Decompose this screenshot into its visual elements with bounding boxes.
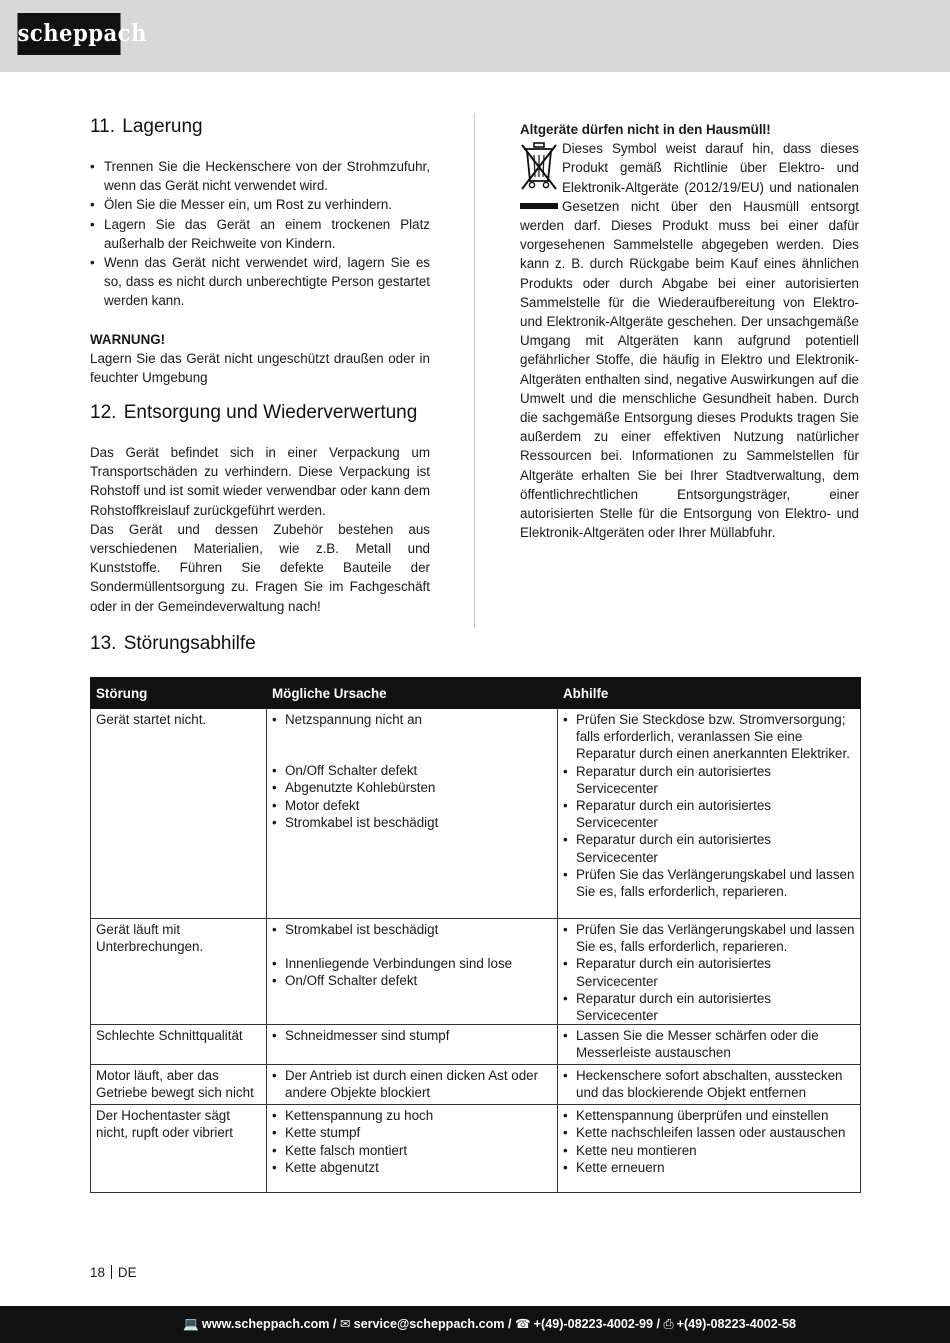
list-item: • Lagern Sie das Gerät an einem trockenen Platz außerhalb der Reichweite von Kindern. <box>90 215 430 253</box>
page-number <box>90 1264 137 1282</box>
table-row <box>91 919 861 1025</box>
header-bar <box>0 0 950 72</box>
list-item: • Prüfen Sie Steckdose bzw. Stromversorgung; falls erforderlich, veranlassen Sie eine Reparatur durch einen anerkannten Elektriker. <box>563 711 855 763</box>
list-item: • Prüfen Sie das Verlängerungskabel und lassen Sie es, falls erforderlich, reparieren. <box>563 921 855 955</box>
disposal-paragraph-1: Das Gerät befindet sich in einer Verpackung um Transportschäden zu verhindern. Diese Verpackung ist Rohstoff und ist somit wieder verwendbar oder kann dem Rohstoffkreislauf zurückgeführt werden. <box>90 445 430 518</box>
list-item: • Kette stumpf <box>272 1124 552 1141</box>
list-item: • Stromkabel ist beschädigt <box>272 921 552 938</box>
list-item: • Wenn das Gerät nicht verwendet wird, lagern Sie es so, dass es nicht durch unberechtigte Person gestartet werden kann. <box>90 253 430 311</box>
list-item: • Netzspannung nicht an <box>272 711 552 728</box>
cause-cell <box>267 1105 558 1193</box>
list-item: • Heckenschere sofort abschalten, ausstecken und das blockierende Objekt entfernen <box>563 1067 855 1101</box>
table-header-row <box>91 678 861 709</box>
troubleshooting-table <box>90 677 861 1193</box>
section-number: 12. <box>90 402 117 424</box>
cause-cell <box>267 1025 558 1065</box>
list-item: • Prüfen Sie das Verlängerungskabel und lassen Sie es, falls erforderlich, reparieren. <box>563 866 855 900</box>
list-item: • Ölen Sie die Messer ein, um Rost zu verhindern. <box>90 195 430 214</box>
table-row <box>91 1065 861 1105</box>
table-row <box>91 709 861 919</box>
section-title: Entsorgung und Wiederverwertung <box>123 402 418 424</box>
list-item: • Kettenspannung überprüfen und einstellen <box>563 1107 855 1124</box>
list-item: • Reparatur durch ein autorisiertes Servicecenter <box>563 763 855 797</box>
scheppach-logo: scheppach <box>17 13 120 55</box>
warning-text: Lagern Sie das Gerät nicht ungeschützt draußen oder in feuchter Umgebung <box>90 350 430 385</box>
column-header: Mögliche Ursache <box>267 678 558 709</box>
list-item: • Schneidmesser sind stumpf <box>272 1027 552 1044</box>
list-item: • Kette nachschleifen lassen oder austauschen <box>563 1124 855 1141</box>
disposal-paragraph-2: Das Gerät und dessen Zubehör bestehen aus verschiedenen Materialien, wie z.B. Metall und Kunststoffe. Führen Sie defekte Bauteile der Sondermüllentsorgung zu. Fragen Sie im Fachgeschäft oder in der Gemeindeverwaltung nach! <box>90 521 430 614</box>
page-number-value: 18 <box>90 1265 105 1280</box>
remedy-cell <box>558 709 861 919</box>
problem-cell: Gerät startet nicht. <box>91 709 267 919</box>
list-item: • Lassen Sie die Messer schärfen oder die Messerleiste austauschen <box>563 1027 855 1061</box>
remedy-cell <box>558 1025 861 1065</box>
footer-bar <box>0 1306 950 1343</box>
email-link[interactable]: service@scheppach.com / <box>353 1317 512 1331</box>
left-column <box>90 114 430 616</box>
right-column <box>520 120 859 542</box>
warning-title: WARNUNG! <box>90 331 166 347</box>
website-link[interactable]: www.scheppach.com / <box>201 1317 337 1331</box>
list-item: • On/Off Schalter defekt <box>272 972 552 989</box>
table-row <box>91 1105 861 1193</box>
list-item: • Kettenspannung zu hoch <box>272 1107 552 1124</box>
fax-icon: ⎙ <box>663 1317 674 1331</box>
list-item: • Abgenutzte Kohlebürsten <box>272 779 552 796</box>
cause-cell <box>267 919 558 1025</box>
footer-contact <box>183 1306 796 1343</box>
section-11-heading <box>90 114 430 140</box>
list-item: • Stromkabel ist beschädigt <box>272 814 552 831</box>
page-number-separator <box>111 1265 112 1279</box>
section-title: Störungsabhilfe <box>123 633 256 654</box>
cause-cell <box>267 709 558 919</box>
cause-cell <box>267 1065 558 1105</box>
list-item: • Kette neu montieren <box>563 1142 855 1159</box>
list-item: • On/Off Schalter defekt <box>272 762 552 779</box>
weee-text: Dieses Symbol weist darauf hin, dass dieses Produkt gemäß Richtlinie über Elektro- und Elektronik-Altgeräte (2012/19/EU) und nationalen Gesetzen nicht über den Hausmüll entsorgt werden darf. Dieses Produkt muss bei einer dafür vorgesehenen Sammelstelle abgegeben werden. Dies kann z. B. durch Rückgabe beim Kauf eines ähnlichen Produkts oder durch Abgabe bei einer autorisierten Sammelstelle für die Wiederaufbereitung von Elektro- und Elektronik-Altgeräte geschehen. Der unsachgemäße Umgang mit Altgeräten kann aufgrund potentiell gefährlicher Stoffe, die häufig in Elektro und Elektronik-Altgeräten enthalten sind, negative Auswirkungen auf die Umwelt und die menschliche Gesundheit haben. Durch die sachgemäße Entsorgung dieses Produkts tragen Sie außerdem zu einer effektiven Nutzung natürlicher Ressourcen bei. Informationen zu Sammelstellen für Altgeräte erhalten Sie bei Ihrer Stadtverwaltung, dem öffentlichrechtlichen Entsorgungsträger, einer autorisierten Stelle für die Entsorgung von Elektro- und Elektronik-Altgeräten oder Ihrer Müllabfuhr. <box>520 141 859 541</box>
computer-icon: 💻 <box>183 1317 199 1331</box>
table-row <box>91 1025 861 1065</box>
list-item: • Reparatur durch ein autorisiertes Servicecenter <box>563 797 855 831</box>
phone-icon: ☎ <box>514 1317 531 1331</box>
list-item: • Reparatur durch ein autorisiertes Servicecenter <box>563 831 855 865</box>
problem-cell: Gerät läuft mit Unterbrechungen. <box>91 919 267 1025</box>
storage-bullet-list <box>90 157 430 311</box>
list-item: • Kette falsch montiert <box>272 1142 552 1159</box>
page-language: DE <box>117 1265 137 1280</box>
section-number: 13. <box>90 633 117 654</box>
list-item: • Reparatur durch ein autorisiertes Servicecenter <box>563 990 855 1024</box>
remedy-cell <box>558 1105 861 1193</box>
section-title: Lagerung <box>122 116 203 137</box>
problem-cell: Der Hochentaster sägt nicht, rupft oder vibriert <box>91 1105 267 1193</box>
list-item: • Reparatur durch ein autorisiertes Servicecenter <box>563 955 855 989</box>
list-item: • Der Antrieb ist durch einen dicken Ast oder andere Objekte blockiert <box>272 1067 552 1101</box>
problem-cell: Motor läuft, aber das Getriebe bewegt sich nicht <box>91 1065 267 1105</box>
list-item: • Motor defekt <box>272 797 552 814</box>
fax-number: +(49)-08223-4002-58 <box>676 1317 796 1331</box>
column-header: Abhilfe <box>558 678 861 709</box>
section-13-heading <box>90 631 256 657</box>
section-number: 11. <box>90 116 116 137</box>
list-item: • Kette erneuern <box>563 1159 855 1176</box>
list-item: • Trennen Sie die Heckenschere von der Strohmzufuhr, wenn das Gerät nicht verwendet wird. <box>90 157 430 195</box>
remedy-cell <box>558 1065 861 1105</box>
weee-heading: Altgeräte dürfen nicht in den Hausmüll! <box>520 122 771 137</box>
problem-cell: Schlechte Schnittqualität <box>91 1025 267 1065</box>
column-divider <box>474 113 475 628</box>
weee-crossed-bin-icon <box>520 141 558 215</box>
remedy-cell <box>558 919 861 1025</box>
section-12-heading <box>90 400 430 426</box>
column-header: Störung <box>91 678 267 709</box>
envelope-icon: ✉ <box>340 1317 351 1331</box>
list-item: • Innenliegende Verbindungen sind lose <box>272 955 552 972</box>
list-item: • Kette abgenutzt <box>272 1159 552 1176</box>
phone-number: +(49)-08223-4002-99 / <box>533 1317 661 1331</box>
